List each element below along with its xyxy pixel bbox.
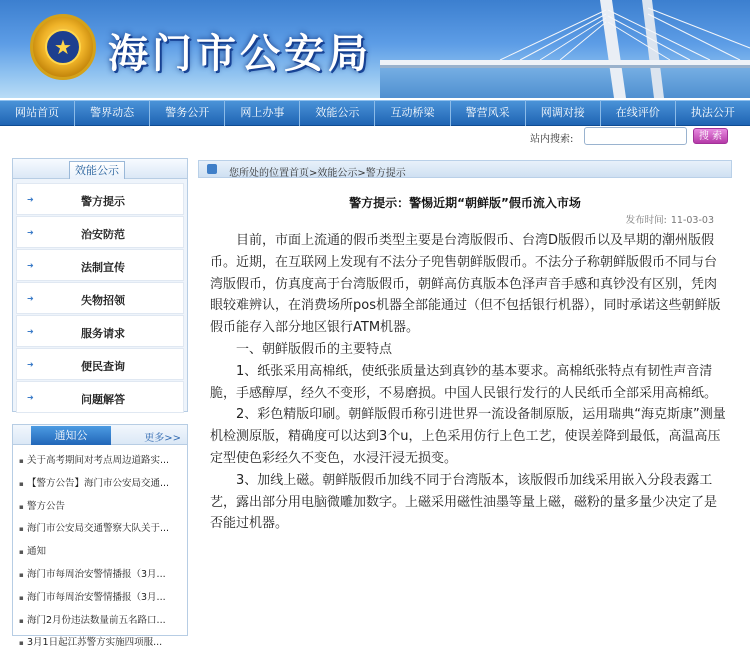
bullet-icon: ▪ [19,479,24,488]
publish-label: 发布时间: [625,215,667,226]
notice-header [13,425,187,445]
article-paragraph: 2、彩色精版印刷。朝鲜版假币称引进世界一流设备制原版，运用瑞典“海克斯康”测量机检测原版，精确度可以达到3个u，上色采用仿行上色工艺，使误差降到最低，高温高压定型使色彩经久不变色，水浸汗浸无损变。 [210,407,726,466]
notice-item[interactable]: ▪ 海门市每周治安警情播报（3月... [17,587,187,610]
nav-item-affairs-public[interactable]: 警务公开 [150,100,225,126]
police-emblem-icon: ★ [30,14,96,80]
search-row [0,127,750,147]
publish-date: 11-03-03 [670,215,714,226]
article-section-heading: 一、朝鲜版假币的主要特点 [236,341,393,357]
main-nav [0,100,750,126]
sidebar-item-label: 问题解答 [81,393,125,406]
article-body [210,230,726,535]
nav-item-efficiency[interactable]: 效能公示 [300,100,375,126]
arrow-icon: ➜ [27,327,34,336]
notice-item[interactable]: ▪ 3月1日起江苏警方实施四项服... [17,632,187,655]
arrow-icon: ➜ [27,393,34,402]
notice-item[interactable]: ▪ 通知 [17,541,187,564]
sidebar-item-legal[interactable] [16,249,184,281]
publish-time [622,212,714,226]
nav-item-network-docking[interactable]: 网调对接 [526,100,601,126]
nav-item-home[interactable]: 网站首页 [0,100,75,126]
sidebar-item-faq[interactable] [16,381,184,413]
notice-list [13,445,187,655]
arrow-icon: ➜ [27,261,34,270]
nav-item-law-enforcement[interactable]: 执法公开 [690,106,735,119]
arrow-icon: ➜ [27,195,34,204]
nav-item-police-style[interactable]: 警营风采 [451,100,526,126]
sidebar-item-label: 治安防范 [81,228,125,241]
nav-item-interaction[interactable]: 互动桥梁 [375,100,450,126]
sidebar-item-label: 警方提示 [81,195,125,208]
search-label: 站内搜索: [530,134,574,145]
notice-item[interactable]: ▪ 海门市公安局交通警察大队关于... [17,518,187,541]
sidebar-item-convenience[interactable] [16,348,184,380]
sidebar-header [13,159,187,179]
nav-item-police-news[interactable]: 警界动态 [75,100,150,126]
arrow-icon: ➜ [27,360,34,369]
more-link[interactable]: 更多>> [144,433,181,444]
sidebar-item-police-tips[interactable] [16,183,184,215]
article-paragraph: 3、加线上磁。朝鲜版假币加线不同于台湾版本，该版假币加线采用嵌入分段表露工艺，露出部分用电脑微雕加数字。上磁采用磁性油墨等量上磁，磁粉的量多量少决定了是否能过机器。 [210,472,718,532]
arrow-icon: ➜ [27,294,34,303]
article-title: 警方提示：警惕近期“朝鲜版”假币流入市场 [349,196,581,210]
bridge-illustration [380,0,750,98]
notice-item[interactable]: ▪ 海门市每周治安警情播报（3月... [17,564,187,587]
site-title: 海门市公安局 [108,30,372,77]
sidebar-list [13,179,187,413]
breadcrumb [198,160,732,178]
sidebar-item-service-request[interactable] [16,315,184,347]
nav-item-online-service[interactable]: 网上办事 [225,100,300,126]
bullet-icon: ▪ [19,639,24,648]
breadcrumb-text[interactable]: 您所处的位置首页>效能公示>警方提示 [229,168,406,179]
notice-item[interactable]: ▪ 【警方公告】海门市公安局交通... [17,473,187,496]
sidebar-item-label: 法制宣传 [81,261,125,274]
notice-title: 通知公 [31,426,111,445]
bullet-icon: ▪ [19,616,24,625]
search-button[interactable]: 搜 索 [693,128,728,144]
location-icon [207,164,217,174]
sidebar-item-label: 便民查询 [81,360,125,373]
sidebar-item-label: 失物招领 [81,294,125,307]
sidebar-item-lost-found[interactable] [16,282,184,314]
notice-item[interactable]: ▪ 关于高考期间对考点周边道路实... [17,450,187,473]
bullet-icon: ▪ [19,593,24,602]
search-input[interactable] [584,127,687,145]
notice-item[interactable]: ▪ 海门2月份违法数量前五名路口... [17,610,187,633]
bullet-icon: ▪ [19,502,24,511]
bullet-icon: ▪ [19,457,24,465]
article-paragraph: 目前，市面上流通的假币类型主要是台湾版假币、台湾D版假币以及早期的潮州版假币。近期，在互联网上发现有不法分子兜售朝鲜版假币。不法分子称朝鲜版假币不同与台湾版假币，仿真度高于台湾版假币，朝鲜高仿真版本色泽声音手感和真钞没有区别，凭肉眼较难辨认，在消费场所pos机器全部能通过（但不包括银行机器），同时承诺这些朝鲜版假币能存入部分地区银行ATM机器。 [210,233,721,336]
notice-item[interactable]: ▪ 警方公告 [17,496,187,519]
site-banner [0,0,750,98]
sidebar-item-label: 服务请求 [81,327,125,340]
bullet-icon: ▪ [19,570,24,579]
article-paragraph: 1、纸张采用高棉纸，使纸张质量达到真钞的基本要求。高棉纸张特点有韧性声音清脆，手感醇厚，经久不变形，不易磨损。中国人民银行发行的人民纸币全部采用高棉纸。 [210,363,718,401]
sidebar-title: 效能公示 [69,161,125,179]
bullet-icon: ▪ [19,548,24,557]
notice-panel [12,424,188,649]
bullet-icon: ▪ [19,525,24,534]
nav-item-online-evaluation[interactable]: 在线评价 [601,100,676,126]
sidebar-panel [12,158,188,412]
arrow-icon: ➜ [27,228,34,237]
sidebar-item-security[interactable] [16,216,184,248]
